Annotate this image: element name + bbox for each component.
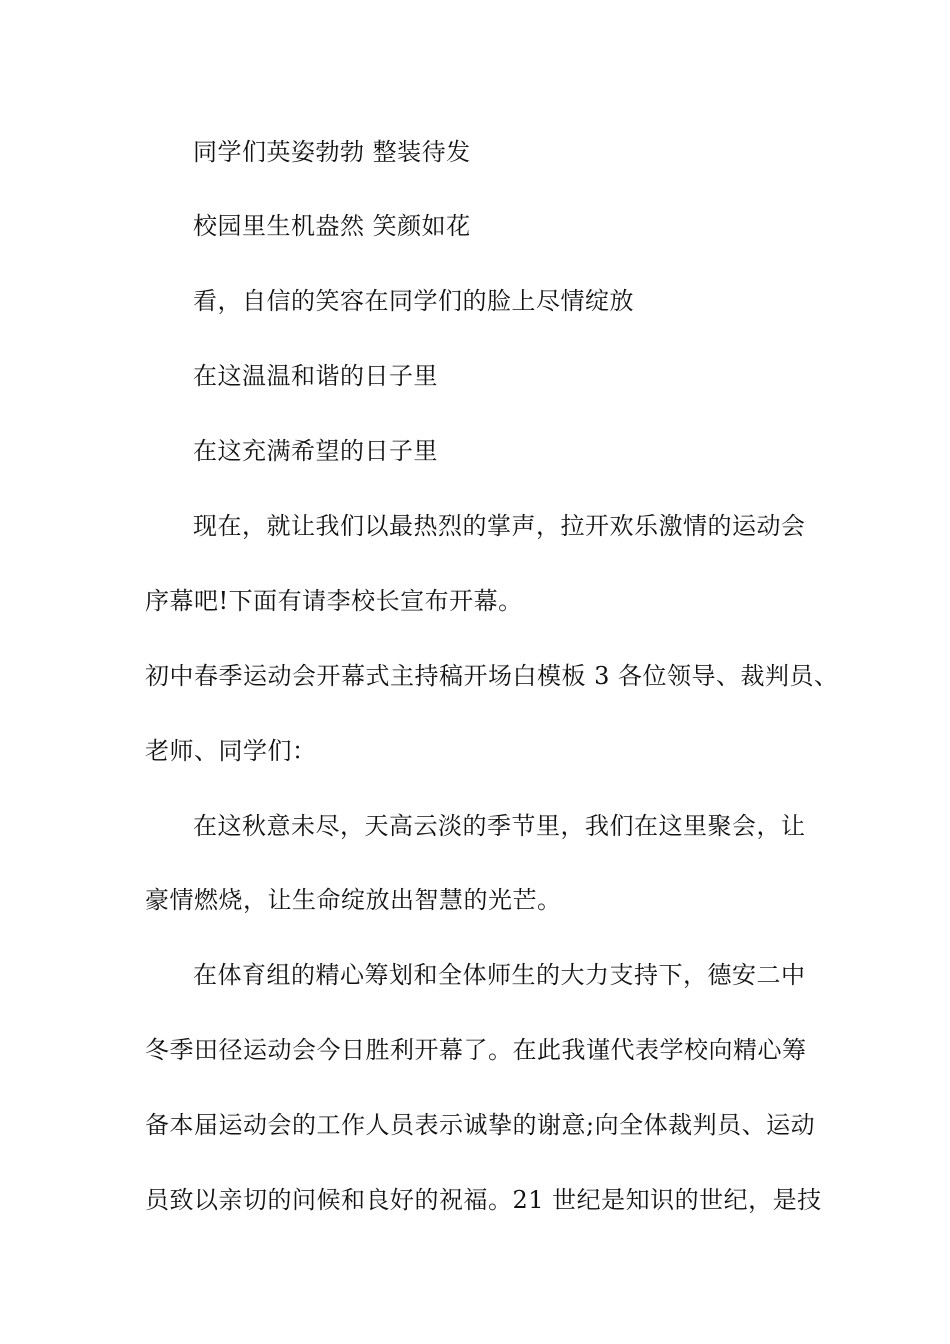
- text-line: 序幕吧!下面有请李校长宣布开幕。: [145, 587, 523, 615]
- text-line: 员致以亲切的问候和良好的祝福。21 世纪是知识的世纪，是技: [145, 1186, 822, 1214]
- text-line: 在这秋意未尽，天高云淡的季节里，我们在这里聚会，让: [193, 812, 806, 840]
- text-line: 同学们英姿勃勃 整装待发: [193, 138, 471, 166]
- text-line: 看，自信的笑容在同学们的脸上尽情绽放: [193, 287, 634, 315]
- text-line: 冬季田径运动会今日胜利开幕了。在此我谨代表学校向精心筹: [145, 1036, 807, 1064]
- text-line: 现在，就让我们以最热烈的掌声，拉开欢乐激情的运动会: [193, 512, 806, 540]
- section-heading-line: 初中春季运动会开幕式主持稿开场白模板 3 各位领导、裁判员、: [145, 662, 839, 690]
- text-line: 在体育组的精心筹划和全体师生的大力支持下，德安二中: [193, 961, 806, 989]
- text-line: 备本届运动会的工作人员表示诚挚的谢意;向全体裁判员、运动: [145, 1111, 816, 1139]
- text-line: 在这温温和谐的日子里: [193, 362, 438, 390]
- text-line: 校园里生机盎然 笑颜如花: [193, 212, 471, 240]
- text-line: 在这充满希望的日子里: [193, 437, 438, 465]
- text-line: 豪情燃烧，让生命绽放出智慧的光芒。: [145, 886, 562, 914]
- text-line: 老师、同学们：: [145, 737, 317, 765]
